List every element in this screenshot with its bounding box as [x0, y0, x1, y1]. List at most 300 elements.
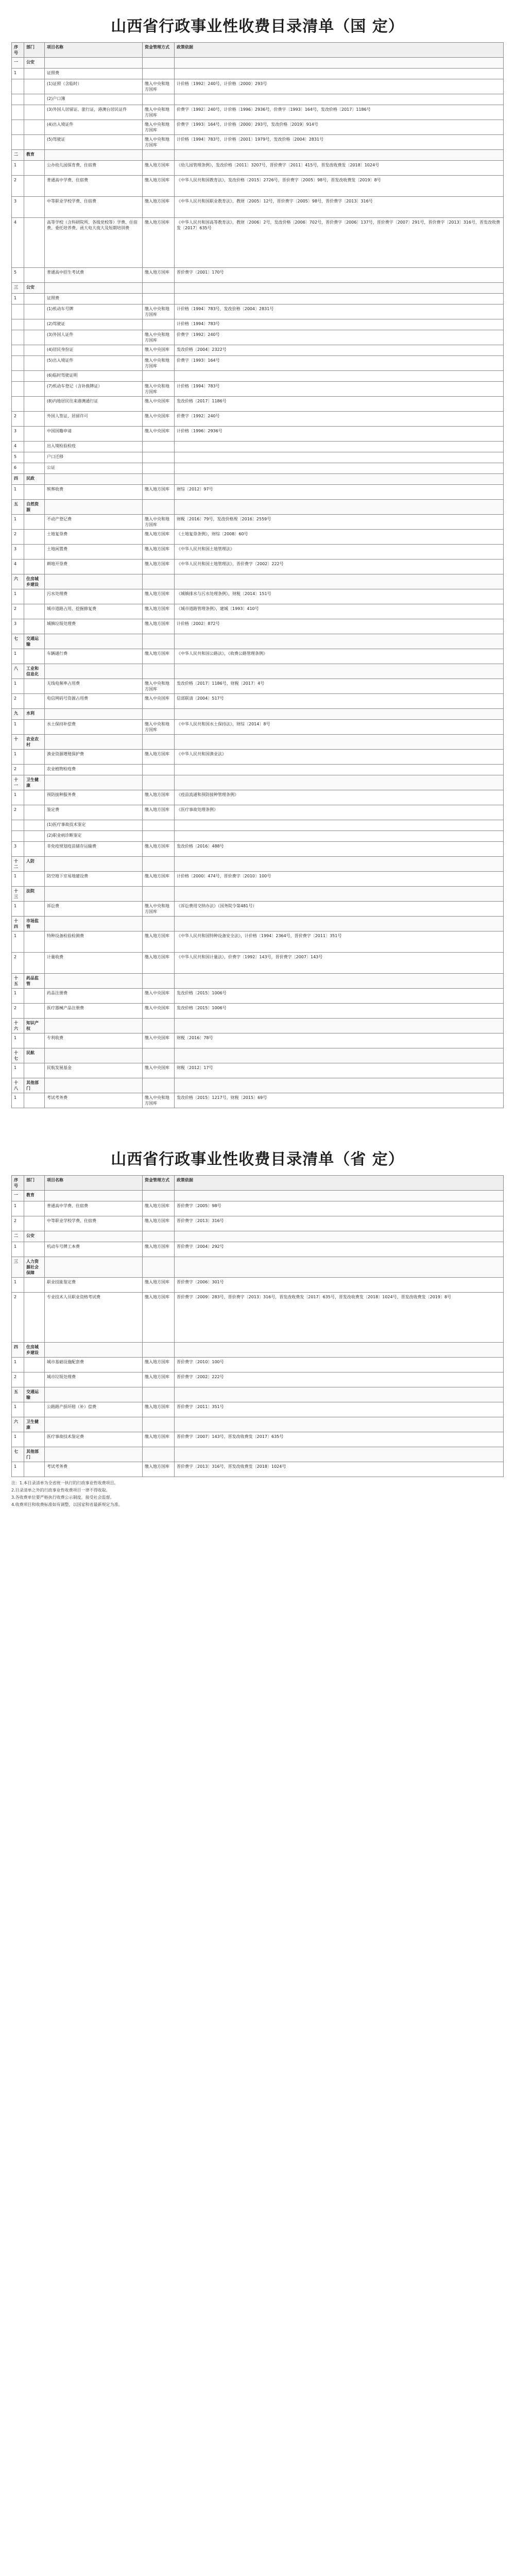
cell-item: 机动车号牌工本费 [45, 1242, 143, 1257]
cell-fund-type [143, 1048, 175, 1063]
cell-no: 2 [12, 1216, 24, 1231]
cell-dept [24, 694, 45, 709]
cell-no: 三 [12, 283, 24, 294]
department-row [12, 1343, 504, 1358]
cell-fund-type: 缴入地方国库 [143, 545, 175, 560]
table-row [12, 1033, 504, 1048]
national-table-body [12, 58, 504, 1108]
provincial-header-row [12, 1176, 504, 1191]
cell-no: 2 [12, 604, 24, 619]
cell-basis: 信部联清〔2004〕517号 [175, 694, 504, 709]
cell-item: 土地闲置费 [45, 545, 143, 560]
section-gap [0, 1108, 515, 1133]
cell-fund-type [143, 831, 175, 842]
table-row [12, 1093, 504, 1108]
cell-basis: 《中华人民共和国水土保持法》，财综〔2014〕8号 [175, 720, 504, 735]
department-row [12, 974, 504, 989]
cell-basis [175, 1387, 504, 1402]
cell-dept [24, 953, 45, 974]
cell-basis: 《医疗事故处理条例》 [175, 805, 504, 820]
cell-no: 3 [12, 545, 24, 560]
cell-fund-type: 缴入地方国库 [143, 1278, 175, 1293]
cell-basis [175, 765, 504, 775]
cell-basis [175, 500, 504, 515]
cell-basis: 计价格〔1994〕783号 [175, 382, 504, 397]
cell-item: 计量收费 [45, 953, 143, 974]
cell-item: 高等学校（含科研院所、各级党校等）学费、住宿费、委托培养费、函大电大夜大及短期培训费 [45, 218, 143, 268]
table-row [12, 161, 504, 176]
cell-no: 九 [12, 709, 24, 720]
cell-no: 七 [12, 1447, 24, 1462]
cell-item [45, 634, 143, 649]
cell-basis [175, 1078, 504, 1093]
cell-basis: 发改价格〔2015〕1006号 [175, 1004, 504, 1019]
cell-no: 2 [12, 1293, 24, 1343]
cell-no: 三 [12, 1257, 24, 1278]
cell-dept: 住房城乡建设 [24, 1343, 45, 1358]
cell-basis [175, 1191, 504, 1201]
cell-basis: 《诉讼费用交纳办法》（国务院令第481号） [175, 902, 504, 917]
cell-item: 中等职业学校学费、住宿费 [45, 197, 143, 218]
table-row [12, 790, 504, 805]
cell-basis: 计价格〔1994〕783号，发改价格〔2004〕2831号 [175, 304, 504, 319]
table-row [12, 1358, 504, 1372]
cell-no: 1 [12, 294, 24, 304]
cell-no [12, 135, 24, 150]
cell-dept [24, 382, 45, 397]
cell-basis: 《疫苗流通和预防接种管理条例》 [175, 790, 504, 805]
cell-fund-type: 缴入地方国库 [143, 197, 175, 218]
table-row [12, 345, 504, 356]
cell-no: 3 [12, 197, 24, 218]
department-row [12, 1078, 504, 1093]
cell-fund-type [143, 1343, 175, 1358]
cell-item: (2)驾驶证 [45, 319, 143, 330]
cell-dept: 工业和信息化 [24, 664, 45, 679]
cell-item: 车辆通行费 [45, 649, 143, 664]
cell-basis: 《中华人民共和国公路法》，《收费公路管理条例》 [175, 649, 504, 664]
note-line: 3.各收费单位要严格执行收费公示制度，接受社会监督。 [11, 1495, 114, 1500]
cell-fund-type: 缴入中央和地方国库 [143, 720, 175, 735]
cell-basis [175, 94, 504, 105]
cell-basis: 计价格〔2002〕872号 [175, 619, 504, 634]
cell-basis [175, 634, 504, 649]
header-basis: 政策依据 [175, 1176, 504, 1191]
department-row [12, 664, 504, 679]
cell-fund-type [143, 634, 175, 649]
cell-no: 1 [12, 902, 24, 917]
department-row [12, 775, 504, 790]
cell-item: (2)职业病诊断鉴定 [45, 831, 143, 842]
cell-dept [24, 805, 45, 820]
cell-no: 2 [12, 953, 24, 974]
cell-fund-type: 缴入地方国库 [143, 589, 175, 604]
department-row [12, 500, 504, 515]
cell-dept [24, 902, 45, 917]
cell-basis: 财税〔2016〕79号，发改价格规〔2016〕2559号 [175, 515, 504, 530]
cell-fund-type [143, 574, 175, 589]
cell-dept [24, 831, 45, 842]
cell-fund-type [143, 294, 175, 304]
cell-item: 专业技术人员职业资格考试费 [45, 1293, 143, 1343]
cell-dept [24, 604, 45, 619]
cell-basis: 晋价费字〔2006〕301号 [175, 1278, 504, 1293]
cell-item: 城市道路占用、挖掘修复费 [45, 604, 143, 619]
table-row [12, 330, 504, 345]
cell-fund-type: 缴入中央和地方国库 [143, 902, 175, 917]
cell-fund-type: 缴入地方国库 [143, 649, 175, 664]
cell-item: 医疗事故技术鉴定费 [45, 1432, 143, 1447]
table-row [12, 1063, 504, 1078]
cell-basis [175, 664, 504, 679]
cell-basis [175, 69, 504, 79]
cell-basis [175, 294, 504, 304]
cell-basis [175, 709, 504, 720]
cell-basis [175, 442, 504, 452]
cell-fund-type [143, 1447, 175, 1462]
cell-basis: 计价格〔1992〕240号，计价格〔2000〕293号 [175, 79, 504, 94]
cell-basis [175, 1048, 504, 1063]
table-row [12, 1201, 504, 1216]
cell-item [45, 735, 143, 750]
cell-item [45, 709, 143, 720]
national-sheet [0, 0, 515, 1108]
cell-no: 2 [12, 1004, 24, 1019]
table-row [12, 694, 504, 709]
table-row [12, 1462, 504, 1477]
provincial-fee-table [11, 1175, 504, 1477]
table-row [12, 412, 504, 427]
cell-dept: 民政 [24, 474, 45, 485]
cell-fund-type [143, 319, 175, 330]
cell-dept [24, 790, 45, 805]
cell-no: 1 [12, 1201, 24, 1216]
table-row [12, 197, 504, 218]
cell-basis: 《中华人民共和国职业教育法》，教财〔2005〕12号，晋价费字〔2005〕98号，晋价费字〔2013〕316号 [175, 197, 504, 218]
header-dept: 部门 [24, 1176, 45, 1191]
cell-no: 5 [12, 268, 24, 283]
table-row [12, 1432, 504, 1447]
cell-no: 1 [12, 69, 24, 79]
cell-dept [24, 397, 45, 412]
cell-basis: 发改价格〔2004〕2322号 [175, 345, 504, 356]
cell-item [45, 150, 143, 161]
cell-basis: 计价格〔1996〕2936号 [175, 427, 504, 442]
cell-dept: 药品监管 [24, 974, 45, 989]
cell-item: 不动产登记费 [45, 515, 143, 530]
table-row [12, 750, 504, 765]
table-row [12, 397, 504, 412]
notes-block [11, 1480, 504, 1508]
cell-item: 农业植物检疫费 [45, 765, 143, 775]
cell-fund-type: 缴入中央国库 [143, 412, 175, 427]
cell-basis: 晋价费字〔2009〕283号，晋价费字〔2013〕316号，晋发改收费发〔2017〕635号，晋发改收费发〔2018〕1024号，晋发改收费发〔2019〕8号 [175, 1293, 504, 1343]
header-type: 资金管理方式 [143, 1176, 175, 1191]
cell-no: 1 [12, 1358, 24, 1372]
cell-fund-type: 缴入地方国库 [143, 1216, 175, 1231]
cell-item: (3)外国人证件 [45, 330, 143, 345]
table-row [12, 1216, 504, 1231]
cell-item [45, 857, 143, 872]
table-row [12, 452, 504, 463]
cell-fund-type: 缴入地方国库 [143, 1293, 175, 1343]
cell-item [45, 1191, 143, 1201]
cell-basis: 《中华人民共和国高等教育法》，教财〔2006〕2号，发改价格〔2006〕702号，晋价费字〔2006〕137号，晋价费字〔2007〕291号，晋价费字〔2013〕316号，晋发改收费发〔2017〕635号 [175, 218, 504, 268]
table-row [12, 427, 504, 442]
cell-no: 1 [12, 1462, 24, 1477]
cell-item: (7)机动车登记（含补换牌证） [45, 382, 143, 397]
cell-no: 六 [12, 574, 24, 589]
cell-fund-type [143, 1417, 175, 1432]
cell-basis [175, 887, 504, 902]
cell-fund-type: 缴入中央国库 [143, 397, 175, 412]
cell-basis: 财税〔2012〕17号 [175, 1063, 504, 1078]
department-row [12, 1048, 504, 1063]
table-row [12, 953, 504, 974]
department-row [12, 1387, 504, 1402]
cell-dept: 公安 [24, 1231, 45, 1242]
cell-no [12, 820, 24, 831]
cell-dept [24, 463, 45, 474]
cell-no: 十三 [12, 887, 24, 902]
cell-dept [24, 1293, 45, 1343]
national-fee-table [11, 42, 504, 1108]
cell-basis: 财税〔2016〕78号 [175, 1033, 504, 1048]
cell-fund-type: 缴入地方国库 [143, 931, 175, 953]
cell-item: 耕地开垦费 [45, 560, 143, 574]
table-row [12, 872, 504, 887]
cell-dept [24, 197, 45, 218]
cell-item: 普通高中招生考试费 [45, 268, 143, 283]
table-row [12, 545, 504, 560]
department-row [12, 150, 504, 161]
cell-fund-type: 缴入中央和地方国库 [143, 79, 175, 94]
cell-item [45, 1447, 143, 1462]
table-row [12, 1293, 504, 1343]
cell-dept [24, 750, 45, 765]
table-row [12, 604, 504, 619]
cell-item [45, 474, 143, 485]
cell-item: (3)外国人居留证、旅行证，港澳台居民证件 [45, 105, 143, 120]
national-header-row [12, 43, 504, 58]
cell-fund-type: 缴入地方国库 [143, 485, 175, 500]
cell-basis [175, 474, 504, 485]
cell-basis [175, 452, 504, 463]
cell-basis: 价费字〔1992〕240号 [175, 412, 504, 427]
cell-item [45, 500, 143, 515]
cell-dept [24, 120, 45, 135]
table-row [12, 79, 504, 94]
cell-no: 6 [12, 463, 24, 474]
cell-basis [175, 735, 504, 750]
table-row [12, 1278, 504, 1293]
cell-fund-type: 缴入地方国库 [143, 1358, 175, 1372]
cell-item: 诉讼费 [45, 902, 143, 917]
cell-item: (4)出入境证件 [45, 120, 143, 135]
cell-fund-type [143, 94, 175, 105]
cell-no: 2 [12, 765, 24, 775]
cell-item: (6)临时驾驶证明 [45, 371, 143, 382]
cell-item: 考试考务费 [45, 1462, 143, 1477]
cell-fund-type: 缴入地方国库 [143, 619, 175, 634]
cell-dept [24, 412, 45, 427]
cell-item: 普通高中学费、住宿费 [45, 1201, 143, 1216]
cell-basis: 《土地复垦条例》，财综〔2008〕60号 [175, 530, 504, 545]
cell-dept: 市场监管 [24, 917, 45, 931]
table-row [12, 120, 504, 135]
cell-fund-type [143, 709, 175, 720]
cell-no: 2 [12, 530, 24, 545]
cell-dept [24, 135, 45, 150]
cell-basis [175, 775, 504, 790]
cell-item: 预防接种服务费 [45, 790, 143, 805]
cell-dept [24, 161, 45, 176]
cell-fund-type: 缴入地方国库 [143, 1402, 175, 1417]
cell-item: 防空地下室易地建设费 [45, 872, 143, 887]
cell-no: 十一 [12, 775, 24, 790]
cell-dept [24, 765, 45, 775]
cell-item: 城市垃圾处理费 [45, 1372, 143, 1387]
cell-no: 2 [12, 412, 24, 427]
department-row [12, 887, 504, 902]
cell-dept [24, 345, 45, 356]
cell-basis: 晋价费字〔2011〕351号 [175, 1402, 504, 1417]
cell-dept [24, 304, 45, 319]
cell-basis: 《中华人民共和国计量法》，价费字〔1992〕143号，晋价费字〔2007〕143号 [175, 953, 504, 974]
cell-no: 1 [12, 1242, 24, 1257]
cell-dept [24, 218, 45, 268]
cell-dept [24, 931, 45, 953]
cell-item: 特种设备检验检测费 [45, 931, 143, 953]
cell-fund-type [143, 452, 175, 463]
cell-no [12, 304, 24, 319]
cell-dept: 教育 [24, 1191, 45, 1201]
department-row [12, 1191, 504, 1201]
cell-item: 证照费 [45, 69, 143, 79]
cell-no [12, 120, 24, 135]
department-row [12, 1417, 504, 1432]
cell-basis: 晋价费字〔2002〕222号 [175, 1372, 504, 1387]
cell-no: 十二 [12, 857, 24, 872]
table-row [12, 820, 504, 831]
cell-item: 公证 [45, 463, 143, 474]
cell-no: 2 [12, 176, 24, 197]
cell-item: 药品注册费 [45, 989, 143, 1004]
cell-basis [175, 820, 504, 831]
cell-no [12, 371, 24, 382]
cell-basis: 《中华人民共和国渔业法》 [175, 750, 504, 765]
cell-dept [24, 989, 45, 1004]
cell-fund-type: 缴入中央和地方国库 [143, 356, 175, 371]
cell-fund-type: 缴入地方国库 [143, 1432, 175, 1447]
table-row [12, 356, 504, 371]
department-row [12, 1257, 504, 1278]
cell-item: 污水处理费 [45, 589, 143, 604]
cell-item: (1)机动车号牌 [45, 304, 143, 319]
table-row [12, 679, 504, 694]
cell-dept: 卫生健康 [24, 775, 45, 790]
cell-no [12, 330, 24, 345]
cell-basis [175, 857, 504, 872]
cell-dept [24, 1278, 45, 1293]
cell-no: 1 [12, 1093, 24, 1108]
cell-no: 1 [12, 485, 24, 500]
cell-no [12, 831, 24, 842]
table-row [12, 619, 504, 634]
cell-item: 出入境检验检疫 [45, 442, 143, 452]
cell-dept: 水利 [24, 709, 45, 720]
department-row [12, 283, 504, 294]
cell-item: 专利收费 [45, 1033, 143, 1048]
cell-basis: 《中华人民共和国土地管理法》，晋价费字〔2002〕222号 [175, 560, 504, 574]
cell-fund-type: 缴入地方国库 [143, 872, 175, 887]
table-row [12, 805, 504, 820]
cell-basis [175, 1447, 504, 1462]
cell-dept [24, 330, 45, 345]
cell-basis: 发改价格〔2016〕488号 [175, 842, 504, 857]
cell-fund-type [143, 974, 175, 989]
cell-no: 二 [12, 150, 24, 161]
cell-basis: 发改价格〔2015〕1217号，财税〔2015〕69号 [175, 1093, 504, 1108]
cell-fund-type [143, 775, 175, 790]
cell-no: 3 [12, 619, 24, 634]
cell-item [45, 1387, 143, 1402]
cell-basis [175, 1417, 504, 1432]
cell-fund-type [143, 69, 175, 79]
cell-fund-type [143, 1231, 175, 1242]
department-row [12, 58, 504, 69]
department-row [12, 735, 504, 750]
cell-no [12, 382, 24, 397]
cell-dept: 卫生健康 [24, 1417, 45, 1432]
cell-no [12, 105, 24, 120]
cell-no: 十八 [12, 1078, 24, 1093]
cell-basis [175, 58, 504, 69]
cell-no: 1 [12, 750, 24, 765]
cell-dept [24, 1093, 45, 1108]
cell-no: 3 [12, 427, 24, 442]
cell-fund-type [143, 371, 175, 382]
cell-no: 1 [12, 161, 24, 176]
department-row [12, 1447, 504, 1462]
cell-dept [24, 1372, 45, 1387]
cell-fund-type [143, 58, 175, 69]
table-row [12, 371, 504, 382]
cell-dept [24, 820, 45, 831]
table-row [12, 463, 504, 474]
cell-dept: 其他部门 [24, 1447, 45, 1462]
department-row [12, 474, 504, 485]
header-dept: 部门 [24, 43, 45, 58]
cell-dept [24, 1033, 45, 1048]
cell-no: 4 [12, 218, 24, 268]
cell-basis: 晋价费字〔2013〕316号 [175, 1216, 504, 1231]
cell-basis [175, 1231, 504, 1242]
cell-dept [24, 1402, 45, 1417]
department-row [12, 917, 504, 931]
department-row [12, 1019, 504, 1033]
cell-no: 1 [12, 790, 24, 805]
cell-dept: 交通运输 [24, 1387, 45, 1402]
cell-fund-type: 缴入地方国库 [143, 560, 175, 574]
table-row [12, 1242, 504, 1257]
cell-item [45, 917, 143, 931]
cell-basis [175, 1019, 504, 1033]
cell-dept [24, 1004, 45, 1019]
cell-no: 4 [12, 442, 24, 452]
table-row [12, 1372, 504, 1387]
cell-basis [175, 283, 504, 294]
